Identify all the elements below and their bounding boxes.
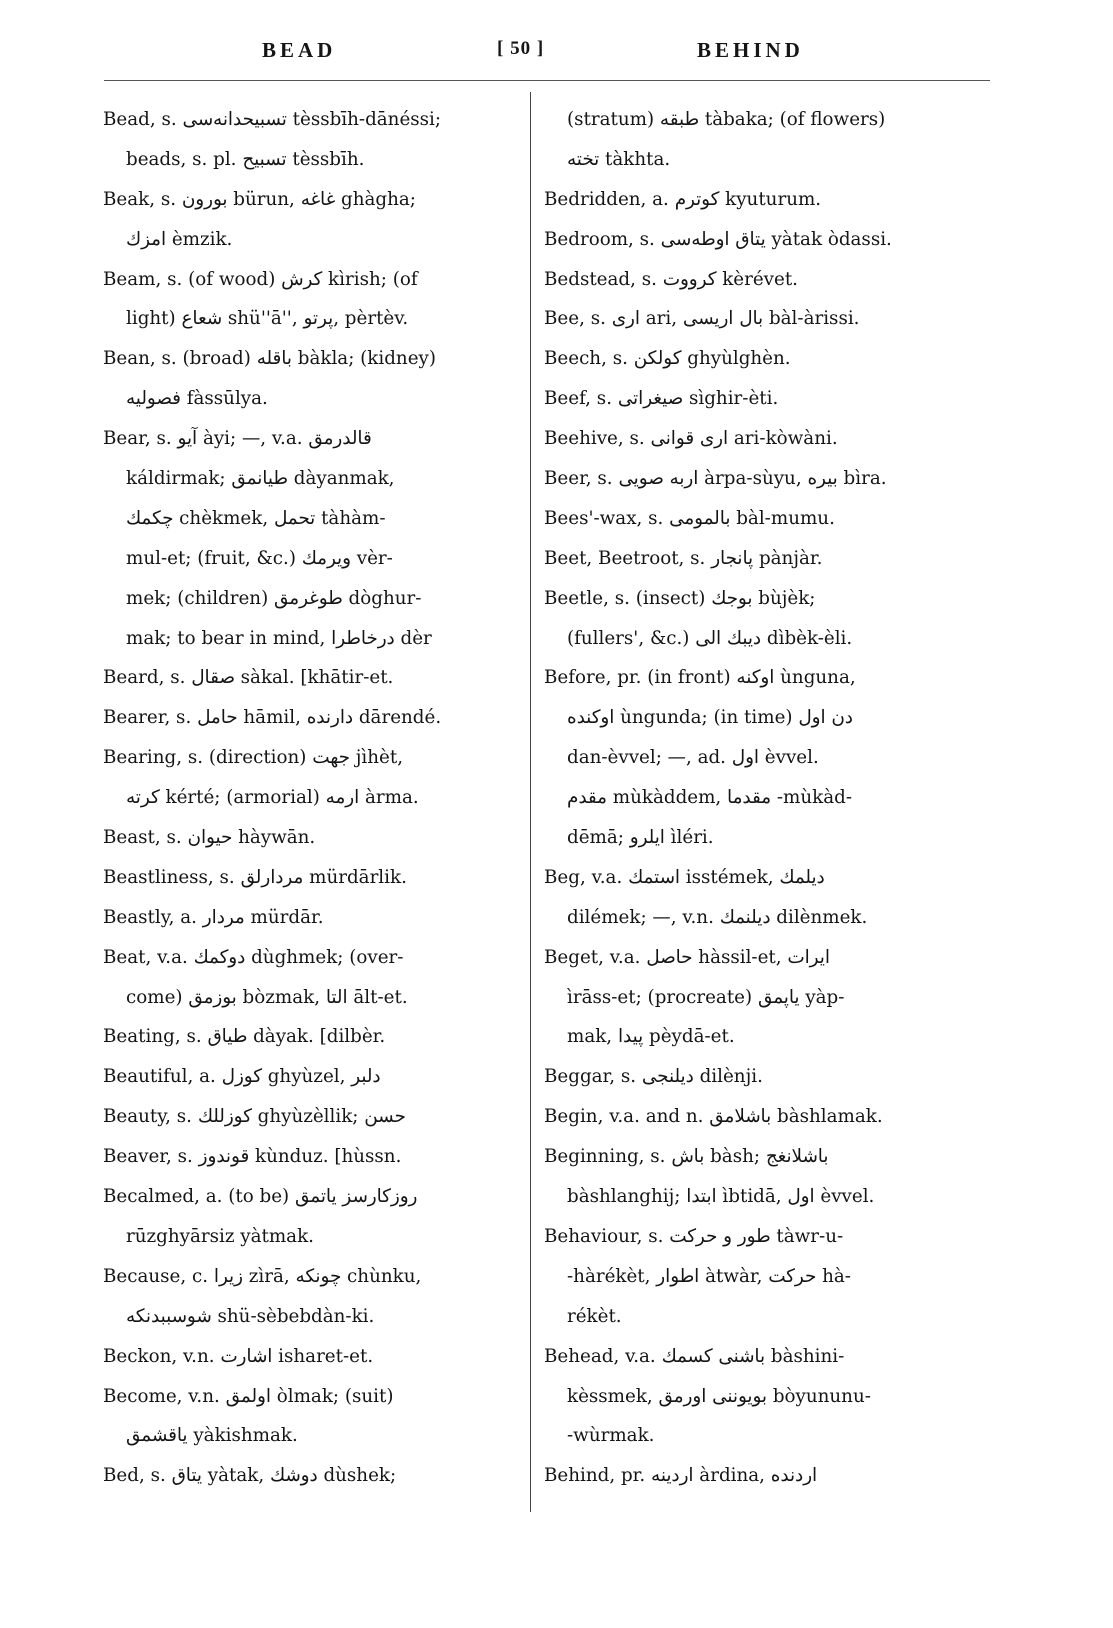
column-divider bbox=[530, 92, 531, 1512]
entry-line: Bead, s. تسبیحدانه‌سی tèssbīh-dānéssi; bbox=[103, 109, 442, 130]
entry-line: ìrāss-et; (procreate) یاپمق yàp- bbox=[567, 986, 845, 1008]
entry-line: Bedstead, s. کرووت kèrévet. bbox=[544, 268, 798, 290]
entry-line: Beautiful, a. کوزل ghyùzel, دلبر bbox=[103, 1066, 381, 1088]
entry-line: Bearer, s. حامل hāmil, دارنده dārendé. bbox=[103, 707, 442, 729]
entry-line: Before, pr. (in front) اوکنه ùnguna, bbox=[544, 667, 856, 689]
entry-line: Beer, s. اربه صویی àrpa-sùyu, بیره bìra. bbox=[544, 468, 887, 490]
entry-line: come) بوزمق bòzmak, التا ālt-et. bbox=[126, 986, 408, 1008]
entry-line: dilémek; —, v.n. دیلنمك dilènmek. bbox=[567, 906, 868, 928]
entry-line: káldirmak; طیانمق dàyanmak, bbox=[126, 468, 395, 490]
running-head-right: BEHIND bbox=[697, 38, 804, 62]
entry-line: کرته kérté; (armorial) ارمه àrma. bbox=[126, 787, 419, 809]
entry-line: dēmā; ایلرو ìléri. bbox=[567, 827, 714, 849]
entry-line: مقدم mùkàddem, مقدما -mùkàd- bbox=[567, 787, 853, 809]
entry-line: Beastliness, s. مردارلق mürdārlik. bbox=[103, 866, 407, 888]
entry-line: Beam, s. (of wood) کرش kìrish; (of bbox=[103, 268, 418, 290]
entry-line: Bean, s. (broad) باقله bàkla; (kidney) bbox=[103, 348, 436, 370]
entry-line: Beak, s. بورون bürun, غاغه ghàgha; bbox=[103, 188, 416, 210]
entry-line: Bees'-wax, s. بالمومی bàl-mumu. bbox=[544, 507, 835, 529]
entry-line: kèssmek, بویوننی اورمق bòyununu- bbox=[567, 1385, 871, 1407]
entry-line: Beetle, s. (insect) بوجك bùjèk; bbox=[544, 587, 816, 609]
right-column bbox=[544, 100, 957, 1496]
entry-line: Because, c. زیرا zìrā, چونکه chùnku, bbox=[103, 1265, 422, 1287]
left-column bbox=[103, 100, 516, 1496]
entry-line: Beastly, a. مردار mürdār. bbox=[103, 906, 324, 928]
entry-line: mak, پیدا pèydā-et. bbox=[567, 1026, 735, 1048]
entry-line: Beginning, s. باش bàsh; باشلانغج bbox=[544, 1146, 829, 1168]
entry-line: Beaver, s. قوندوز kùnduz. [hùssn. bbox=[103, 1146, 402, 1168]
entry-line: beads, s. pl. تسبیح tèssbīh. bbox=[126, 148, 365, 170]
entry-line: Behind, pr. اردینه àrdina, اردنده bbox=[544, 1465, 818, 1487]
entry-line: فصولیه fàssūlya. bbox=[126, 388, 268, 410]
entry-line: Bedroom, s. یتاق اوطه‌سی yàtak òdassi. bbox=[544, 228, 892, 250]
entry-line: Bear, s. آیو àyi; —, v.a. قالدرمق bbox=[103, 428, 372, 450]
entry-line: Becalmed, a. (to be) روزکارسز یاتمق bbox=[103, 1186, 418, 1208]
entry-line: امزك èmzik. bbox=[126, 228, 233, 250]
entry-line: Beef, s. صیغراتی sìghir-èti. bbox=[544, 388, 779, 410]
entry-line: mek; (children) طوغرمق dòghur- bbox=[126, 587, 422, 609]
entry-line: Become, v.n. اولمق òlmak; (suit) bbox=[103, 1385, 394, 1407]
page-number: [ 50 ] bbox=[497, 38, 545, 59]
entry-line: (stratum) طبقه tàbaka; (of flowers) bbox=[567, 109, 886, 130]
entry-line: Beech, s. کولکن ghyùlghèn. bbox=[544, 348, 791, 370]
running-head-left: BEAD bbox=[262, 38, 337, 62]
entry-line: Bearing, s. (direction) جهت jìhèt, bbox=[103, 747, 404, 769]
entry-line: شوسببدنکه shü-sèbebdàn-ki. bbox=[126, 1305, 375, 1327]
entry-line: Beet, Beetroot, s. پانجار pànjàr. bbox=[544, 547, 823, 569]
entry-line: light) شعاع shü''ā'', پرتو, pèrtèv. bbox=[126, 308, 409, 330]
entry-line: bàshlanghij; ابتدا ìbtidā, اول èvvel. bbox=[567, 1186, 875, 1208]
header-rule bbox=[104, 80, 990, 81]
entry-line: تخته tàkhta. bbox=[567, 148, 671, 170]
entry-line: rūzghyārsiz yàtmak. bbox=[126, 1225, 314, 1247]
entry-line: Beg, v.a. استمك isstémek, دیلمك bbox=[544, 866, 825, 888]
entry-line: Beat, v.a. دوکمك dùghmek; (over- bbox=[103, 946, 404, 968]
entry-line: چکمك chèkmek, تحمل tàhàm- bbox=[126, 507, 386, 529]
entry-line: rékèt. bbox=[567, 1305, 622, 1327]
entry-line: Beckon, v.n. اشارت isharet-et. bbox=[103, 1345, 374, 1367]
entry-line: Behead, v.a. باشنی کسمك bàshini- bbox=[544, 1345, 845, 1367]
entry-line: Beehive, s. ارى قوانی ari-kòwàni. bbox=[544, 428, 838, 450]
entry-line: -wùrmak. bbox=[567, 1425, 655, 1447]
entry-line: Behaviour, s. طور و حرکت tàwr-u- bbox=[544, 1225, 844, 1247]
entry-line: Beard, s. صقال sàkal. [khātir-et. bbox=[103, 667, 394, 689]
entry-line: Bee, s. ارى ari, بال اریسی bàl-àrissi. bbox=[544, 308, 860, 330]
entry-line: dan-èvvel; —, ad. اول èvvel. bbox=[567, 747, 819, 769]
entry-line: mul-et; (fruit, &c.) ویرمك vèr- bbox=[126, 547, 393, 569]
entry-line: یاقشمق yàkishmak. bbox=[126, 1425, 298, 1447]
entry-line: Bed, s. یتاق yàtak, دوشك dùshek; bbox=[103, 1465, 397, 1487]
entry-line: (fullers', &c.) دیبك الی dìbèk-èli. bbox=[567, 627, 853, 649]
entry-line: -hàrékèt, اطوار àtwàr, حرکت hà- bbox=[567, 1265, 851, 1287]
entry-line: اوکنده ùngunda; (in time) دن اول bbox=[567, 707, 853, 729]
entry-line: Beast, s. حیوان hàywān. bbox=[103, 827, 316, 849]
entry-line: Beget, v.a. حاصل hàssil-et, ایرات bbox=[544, 946, 830, 968]
entry-line: Beating, s. طیاق dàyak. [dilbèr. bbox=[103, 1026, 386, 1048]
entry-line: Bedridden, a. کوترم kyuturum. bbox=[544, 188, 822, 210]
entry-line: Beggar, s. دیلنجی dilènji. bbox=[544, 1066, 763, 1088]
entry-line: mak; to bear in mind, درخاطرا dèr bbox=[126, 627, 432, 649]
entry-line: Begin, v.a. and n. باشلامق bàshlamak. bbox=[544, 1106, 883, 1128]
entry-line: Beauty, s. کوزللك ghyùzèllik; حسن bbox=[103, 1106, 406, 1128]
